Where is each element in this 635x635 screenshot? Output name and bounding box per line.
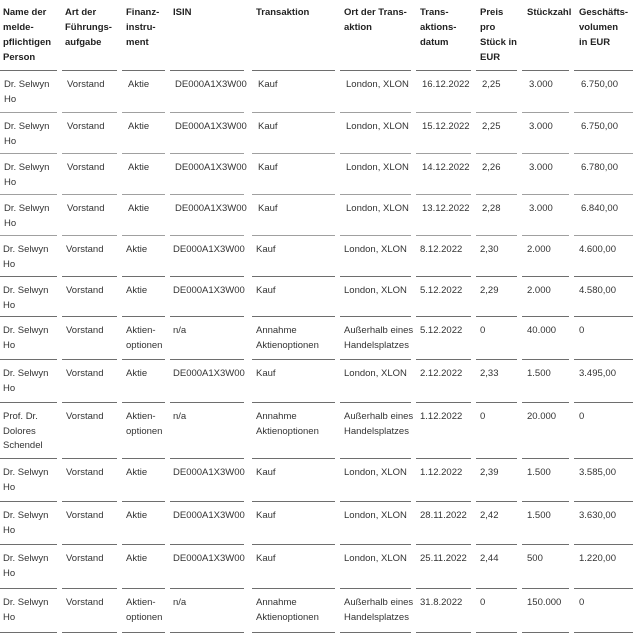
row-divider <box>0 235 57 236</box>
row-divider <box>416 194 471 195</box>
row-divider <box>0 501 57 502</box>
row-divider <box>476 501 517 502</box>
cell-transaction: Kauf <box>258 121 278 132</box>
cell-date: 15.12.2022 <box>422 121 470 132</box>
cell-instrument: Aktie <box>126 368 148 379</box>
cell-name: Dr. Selwyn Ho <box>3 368 49 394</box>
cell-date: 14.12.2022 <box>422 162 470 173</box>
cell-instrument: Aktie <box>128 121 150 132</box>
row-divider <box>340 402 411 403</box>
header-divider <box>252 70 335 71</box>
row-divider <box>62 544 117 545</box>
cell-date: 28.11.2022 <box>420 510 467 521</box>
cell-role: Vorstand <box>66 244 104 255</box>
cell-role: Vorstand <box>67 121 105 132</box>
row-divider <box>522 588 569 589</box>
cell-volume: 0 <box>579 325 585 336</box>
row-divider <box>416 501 471 502</box>
row-divider <box>0 153 57 154</box>
cell-price: 2,30 <box>480 244 499 255</box>
cell-price: 0 <box>480 325 486 336</box>
row-divider <box>170 316 244 317</box>
row-divider <box>574 402 633 403</box>
row-divider <box>522 276 569 277</box>
cell-transaction: Annahme Aktienoptionen <box>256 325 319 351</box>
row-divider <box>574 544 633 545</box>
cell-isin: DE000A1X3W00 <box>175 162 247 173</box>
cell-transaction: Kauf <box>256 368 276 379</box>
cell-isin: DE000A1X3W00 <box>173 368 245 379</box>
row-divider <box>62 402 117 403</box>
row-divider <box>522 632 569 633</box>
cell-volume: 4.600,00 <box>579 244 616 255</box>
cell-name: Prof. Dr. Dolores Schendel <box>3 411 43 451</box>
cell-date: 2.12.2022 <box>420 368 463 379</box>
cell-role: Vorstand <box>66 510 104 521</box>
cell-transaction: Kauf <box>256 510 276 521</box>
row-divider <box>122 544 165 545</box>
cell-name: Dr. Selwyn Ho <box>3 510 49 536</box>
cell-instrument: Aktie <box>126 510 148 521</box>
cell-name: Dr. Selwyn Ho <box>4 162 50 188</box>
cell-place: London, XLON <box>344 285 407 296</box>
cell-role: Vorstand <box>66 368 104 379</box>
cell-role: Vorstand <box>66 597 104 608</box>
cell-volume: 0 <box>579 411 585 422</box>
header-divider <box>476 70 517 71</box>
cell-volume: 3.630,00 <box>579 510 616 521</box>
cell-date: 5.12.2022 <box>420 285 463 296</box>
header-divider <box>340 70 411 71</box>
row-divider <box>522 501 569 502</box>
cell-price: 2,33 <box>480 368 499 379</box>
row-divider <box>522 235 569 236</box>
row-divider <box>170 359 244 360</box>
cell-instrument: Aktie <box>128 162 150 173</box>
cell-name: Dr. Selwyn Ho <box>3 553 49 579</box>
cell-transaction: Kauf <box>256 285 276 296</box>
row-divider <box>170 112 244 113</box>
cell-quantity: 3.000 <box>529 79 553 90</box>
column-header-volume: Geschäfts- volumen in EUR <box>579 7 629 48</box>
cell-place: Außerhalb eines Handelsplatzes <box>344 597 414 623</box>
row-divider <box>574 501 633 502</box>
row-divider <box>170 588 244 589</box>
cell-transaction: Annahme Aktienoptionen <box>256 411 319 437</box>
cell-price: 0 <box>480 411 486 422</box>
cell-transaction: Kauf <box>256 553 276 564</box>
row-divider <box>340 235 411 236</box>
row-divider <box>574 194 633 195</box>
row-divider <box>252 112 335 113</box>
cell-transaction: Kauf <box>258 203 278 214</box>
row-divider <box>252 402 335 403</box>
row-divider <box>522 458 569 459</box>
row-divider <box>0 276 57 277</box>
row-divider <box>122 632 165 633</box>
row-divider <box>122 276 165 277</box>
cell-transaction: Kauf <box>256 244 276 255</box>
cell-instrument: Aktie <box>126 285 148 296</box>
row-divider <box>416 112 471 113</box>
cell-price: 2,25 <box>482 79 501 90</box>
cell-quantity: 3.000 <box>529 162 553 173</box>
row-divider <box>170 544 244 545</box>
cell-place: London, XLON <box>344 510 407 521</box>
row-divider <box>252 276 335 277</box>
row-divider <box>252 501 335 502</box>
row-divider <box>340 276 411 277</box>
cell-place: Außerhalb eines Handelsplatzes <box>344 325 414 351</box>
header-divider <box>416 70 471 71</box>
column-header-role: Art der Führungs- aufgabe <box>65 7 112 48</box>
row-divider <box>340 501 411 502</box>
row-divider <box>574 235 633 236</box>
cell-place: Außerhalb eines Handelsplatzes <box>344 411 414 437</box>
row-divider <box>0 112 57 113</box>
row-divider <box>416 458 471 459</box>
row-divider <box>476 544 517 545</box>
cell-transaction: Kauf <box>258 79 278 90</box>
row-divider <box>476 316 517 317</box>
row-divider <box>574 359 633 360</box>
row-divider <box>252 235 335 236</box>
row-divider <box>252 194 335 195</box>
row-divider <box>170 153 244 154</box>
cell-instrument: Aktie <box>128 203 150 214</box>
row-divider <box>122 194 165 195</box>
cell-quantity: 1.500 <box>527 467 551 478</box>
row-divider <box>416 153 471 154</box>
cell-price: 2,39 <box>480 467 499 478</box>
cell-volume: 1.220,00 <box>579 553 616 564</box>
column-header-instrument: Finanz- instru- ment <box>126 7 160 48</box>
cell-volume: 6.750,00 <box>581 121 618 132</box>
cell-price: 2,42 <box>480 510 499 521</box>
row-divider <box>574 153 633 154</box>
header-divider <box>522 70 569 71</box>
row-divider <box>62 588 117 589</box>
row-divider <box>252 359 335 360</box>
cell-quantity: 40.000 <box>527 325 557 336</box>
row-divider <box>62 458 117 459</box>
row-divider <box>62 235 117 236</box>
cell-name: Dr. Selwyn Ho <box>4 121 50 147</box>
row-divider <box>416 235 471 236</box>
cell-isin: DE000A1X3W00 <box>173 467 245 478</box>
row-divider <box>416 316 471 317</box>
cell-role: Vorstand <box>66 325 104 336</box>
cell-role: Vorstand <box>66 411 104 422</box>
row-divider <box>62 153 117 154</box>
cell-quantity: 1.500 <box>527 368 551 379</box>
row-divider <box>476 632 517 633</box>
row-divider <box>122 501 165 502</box>
row-divider <box>340 153 411 154</box>
row-divider <box>340 359 411 360</box>
cell-transaction: Annahme Aktienoptionen <box>256 597 319 623</box>
row-divider <box>574 588 633 589</box>
row-divider <box>0 588 57 589</box>
row-divider <box>522 359 569 360</box>
header-divider <box>170 70 244 71</box>
cell-place: London, XLON <box>344 467 407 478</box>
cell-date: 25.11.2022 <box>420 553 467 564</box>
row-divider <box>0 402 57 403</box>
cell-volume: 0 <box>579 597 585 608</box>
cell-quantity: 2.000 <box>527 285 551 296</box>
cell-price: 2,44 <box>480 553 499 564</box>
cell-place: London, XLON <box>346 162 409 173</box>
cell-quantity: 1.500 <box>527 510 551 521</box>
row-divider <box>522 544 569 545</box>
row-divider <box>340 112 411 113</box>
cell-date: 16.12.2022 <box>422 79 470 90</box>
row-divider <box>0 359 57 360</box>
row-divider <box>574 276 633 277</box>
cell-quantity: 3.000 <box>529 121 553 132</box>
row-divider <box>252 153 335 154</box>
cell-place: London, XLON <box>344 244 407 255</box>
cell-quantity: 500 <box>527 553 543 564</box>
row-divider <box>62 194 117 195</box>
row-divider <box>340 544 411 545</box>
row-divider <box>62 316 117 317</box>
cell-name: Dr. Selwyn Ho <box>3 467 49 493</box>
row-divider <box>62 632 117 633</box>
cell-instrument: Aktie <box>128 79 150 90</box>
cell-role: Vorstand <box>67 162 105 173</box>
cell-name: Dr. Selwyn Ho <box>3 325 49 351</box>
cell-name: Dr. Selwyn Ho <box>3 285 49 311</box>
row-divider <box>416 588 471 589</box>
cell-role: Vorstand <box>66 553 104 564</box>
cell-date: 13.12.2022 <box>422 203 470 214</box>
row-divider <box>122 588 165 589</box>
cell-isin: DE000A1X3W00 <box>175 79 247 90</box>
cell-quantity: 2.000 <box>527 244 551 255</box>
row-divider <box>522 112 569 113</box>
row-divider <box>416 632 471 633</box>
row-divider <box>522 316 569 317</box>
cell-volume: 6.780,00 <box>581 162 618 173</box>
row-divider <box>170 235 244 236</box>
row-divider <box>62 359 117 360</box>
cell-price: 2,25 <box>482 121 501 132</box>
row-divider <box>574 112 633 113</box>
cell-name: Dr. Selwyn Ho <box>4 203 50 229</box>
row-divider <box>170 194 244 195</box>
cell-volume: 3.495,00 <box>579 368 616 379</box>
row-divider <box>522 194 569 195</box>
cell-instrument: Aktie <box>126 244 148 255</box>
row-divider <box>476 194 517 195</box>
cell-name: Dr. Selwyn Ho <box>3 597 49 623</box>
cell-isin: n/a <box>173 411 187 422</box>
row-divider <box>574 632 633 633</box>
cell-price: 2,28 <box>482 203 501 214</box>
cell-instrument: Aktie <box>126 553 148 564</box>
column-header-isin: ISIN <box>173 7 192 18</box>
column-header-date: Trans- aktions- datum <box>420 7 457 48</box>
row-divider <box>522 402 569 403</box>
row-divider <box>62 112 117 113</box>
row-divider <box>340 194 411 195</box>
header-divider <box>122 70 165 71</box>
cell-isin: DE000A1X3W00 <box>173 244 245 255</box>
row-divider <box>476 153 517 154</box>
cell-date: 1.12.2022 <box>420 411 463 422</box>
cell-volume: 6.840,00 <box>581 203 618 214</box>
cell-transaction: Kauf <box>258 162 278 173</box>
cell-instrument: Aktien- optionen <box>126 325 163 351</box>
cell-place: London, XLON <box>346 203 409 214</box>
cell-isin: DE000A1X3W00 <box>175 203 247 214</box>
cell-instrument: Aktie <box>126 467 148 478</box>
cell-place: London, XLON <box>346 121 409 132</box>
row-divider <box>574 316 633 317</box>
header-divider <box>0 70 57 71</box>
row-divider <box>416 402 471 403</box>
cell-volume: 6.750,00 <box>581 79 618 90</box>
row-divider <box>0 316 57 317</box>
cell-price: 0 <box>480 597 486 608</box>
cell-role: Vorstand <box>66 285 104 296</box>
cell-instrument: Aktien- optionen <box>126 597 163 623</box>
row-divider <box>62 501 117 502</box>
row-divider <box>122 458 165 459</box>
cell-isin: DE000A1X3W00 <box>175 121 247 132</box>
row-divider <box>122 316 165 317</box>
row-divider <box>476 359 517 360</box>
cell-place: London, XLON <box>344 553 407 564</box>
row-divider <box>340 588 411 589</box>
cell-transaction: Kauf <box>256 467 276 478</box>
row-divider <box>122 235 165 236</box>
cell-volume: 4.580,00 <box>579 285 616 296</box>
cell-date: 1.12.2022 <box>420 467 463 478</box>
row-divider <box>0 458 57 459</box>
row-divider <box>340 458 411 459</box>
cell-quantity: 3.000 <box>529 203 553 214</box>
cell-quantity: 20.000 <box>527 411 557 422</box>
cell-role: Vorstand <box>67 79 105 90</box>
cell-isin: DE000A1X3W00 <box>173 553 245 564</box>
cell-role: Vorstand <box>67 203 105 214</box>
row-divider <box>416 276 471 277</box>
row-divider <box>476 235 517 236</box>
column-header-place: Ort der Trans- aktion <box>344 7 407 33</box>
cell-place: London, XLON <box>344 368 407 379</box>
row-divider <box>340 632 411 633</box>
header-divider <box>574 70 633 71</box>
cell-price: 2,26 <box>482 162 501 173</box>
cell-price: 2,29 <box>480 285 499 296</box>
row-divider <box>0 544 57 545</box>
cell-volume: 3.585,00 <box>579 467 616 478</box>
cell-place: London, XLON <box>346 79 409 90</box>
row-divider <box>252 544 335 545</box>
row-divider <box>340 316 411 317</box>
row-divider <box>416 544 471 545</box>
cell-date: 8.12.2022 <box>420 244 463 255</box>
column-header-quantity: Stückzahl <box>527 7 572 18</box>
row-divider <box>170 402 244 403</box>
cell-isin: n/a <box>173 325 187 336</box>
column-header-price: Preis pro Stück in EUR <box>480 7 517 63</box>
row-divider <box>476 588 517 589</box>
row-divider <box>122 359 165 360</box>
row-divider <box>170 501 244 502</box>
cell-isin: DE000A1X3W00 <box>173 285 245 296</box>
row-divider <box>62 276 117 277</box>
row-divider <box>170 458 244 459</box>
header-divider <box>62 70 117 71</box>
cell-role: Vorstand <box>66 467 104 478</box>
row-divider <box>476 458 517 459</box>
cell-quantity: 150.000 <box>527 597 562 608</box>
column-header-name: Name der melde- pflichtigen Person <box>3 7 52 63</box>
row-divider <box>522 153 569 154</box>
row-divider <box>122 112 165 113</box>
row-divider <box>476 402 517 403</box>
row-divider <box>476 276 517 277</box>
row-divider <box>122 153 165 154</box>
row-divider <box>170 276 244 277</box>
row-divider <box>0 194 57 195</box>
row-divider <box>252 316 335 317</box>
row-divider <box>252 632 335 633</box>
row-divider <box>170 632 244 633</box>
row-divider <box>574 458 633 459</box>
cell-name: Dr. Selwyn Ho <box>4 79 50 105</box>
row-divider <box>252 458 335 459</box>
cell-instrument: Aktien- optionen <box>126 411 163 437</box>
row-divider <box>476 112 517 113</box>
row-divider <box>122 402 165 403</box>
cell-name: Dr. Selwyn Ho <box>3 244 49 270</box>
column-header-transaction: Transaktion <box>256 7 310 18</box>
cell-isin: DE000A1X3W00 <box>173 510 245 521</box>
row-divider <box>416 359 471 360</box>
cell-date: 31.8.2022 <box>420 597 463 608</box>
cell-isin: n/a <box>173 597 187 608</box>
row-divider <box>0 632 57 633</box>
row-divider <box>252 588 335 589</box>
cell-date: 5.12.2022 <box>420 325 463 336</box>
